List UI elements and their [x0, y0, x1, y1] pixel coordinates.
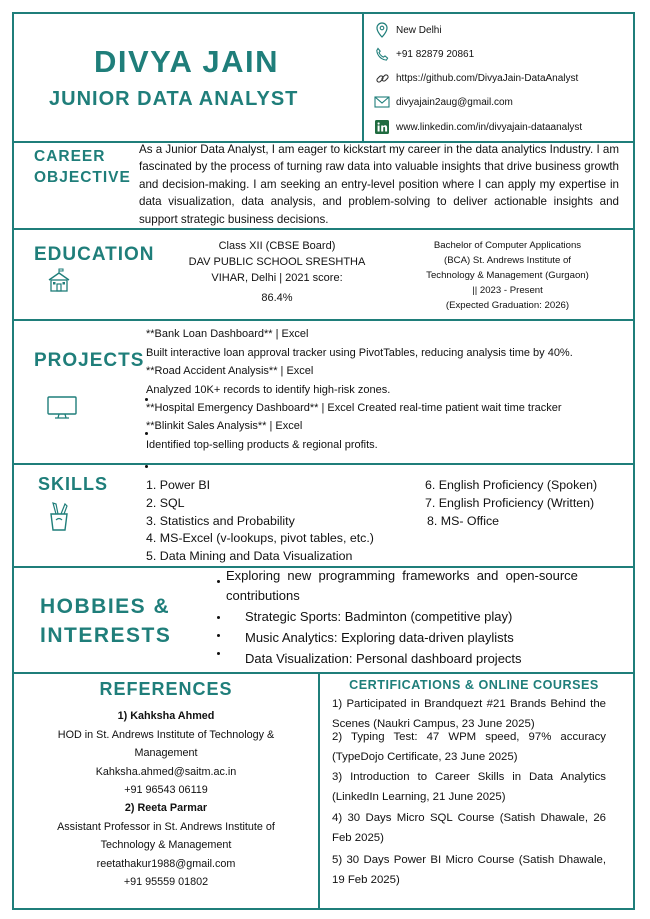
linkedin-link[interactable]: www.linkedin.com/in/divyajain-dataanalyst	[396, 121, 583, 133]
school-icon	[46, 268, 72, 299]
hobby-item: Music Analytics: Exploring data-driven playlists	[245, 630, 514, 645]
contact-location	[374, 22, 442, 38]
project-line: **Road Accident Analysis** | Excel	[146, 365, 314, 377]
divider-skills	[14, 463, 633, 465]
reference-1: 1) Kahksha Ahmed HOD in St. Andrews Institute of Technology & Management Kahksha.ahmed@saitm.ac.in +91 96543 06119	[16, 707, 316, 800]
references-divider	[318, 672, 320, 908]
hobby-item: Exploring new programming frameworks and open-source	[226, 568, 578, 583]
certification-item: 5) 30 Days Power BI Micro Course (Satish Dhawale, 19 Feb 2025)	[332, 854, 606, 886]
contact-github[interactable]	[374, 70, 578, 86]
contact-linkedin[interactable]	[374, 119, 582, 135]
hobby-item: Data Visualization: Personal dashboard projects	[245, 651, 522, 666]
references-heading: REFERENCES	[99, 679, 233, 699]
reference-name: 1) Kahksha Ahmed	[117, 710, 215, 722]
email-link[interactable]: divyajain2aug@gmail.com	[396, 96, 513, 108]
bullet	[217, 580, 220, 583]
candidate-title: JUNIOR DATA ANALYST	[49, 88, 299, 110]
skill-item: 7. English Proficiency (Written)	[425, 496, 595, 510]
skill-item: 2. SQL	[146, 496, 185, 510]
bullet	[145, 398, 148, 401]
hobby-item-continued: contributions	[226, 588, 300, 603]
project-line: Built interactive loan approval tracker using PivotTables, reducing analysis time by 40%.	[146, 347, 573, 359]
project-line: Identified top-selling products & regional profits.	[146, 439, 378, 451]
certification-item: 3) Introduction to Career Skills in Data Analytics (LinkedIn Learning, 21 June 2025)	[332, 771, 606, 803]
skill-item: 8. MS- Office	[427, 514, 500, 528]
education-college: Bachelor of Computer Applications (BCA) St. Andrews Institute of Technology & Management (Gurgaon) || 2023 - Present (Expected Graduation: 2026)	[426, 240, 589, 311]
header-divider	[362, 14, 364, 142]
contact-email[interactable]	[374, 94, 513, 110]
project-line: **Hospital Emergency Dashboard** | Excel Created real-time patient wait time tracker	[146, 402, 562, 414]
bullet	[217, 652, 220, 655]
skill-item: 5. Data Mining and Data Visualization	[146, 549, 353, 563]
bullet	[145, 432, 148, 435]
divider-references	[14, 672, 633, 674]
contact-phone[interactable]	[374, 46, 474, 62]
skill-item: 1. Power BI	[146, 478, 211, 492]
project-line: **Bank Loan Dashboard** | Excel	[146, 328, 309, 340]
hobbies-heading: HOBBIES & INTERESTS	[40, 595, 172, 647]
pencil-cup-icon	[47, 500, 71, 537]
career-heading: CAREER OBJECTIVE	[34, 148, 131, 186]
certification-item: 2) Typing Test: 47 WPM speed, 97% accuracy (TypeDojo Certificate, 23 June 2025)	[332, 731, 606, 763]
education-school: Class XII (CBSE Board) DAV PUBLIC SCHOOL SRESHTHA VIHAR, Delhi | 2021 score: 86.4%	[188, 240, 366, 304]
candidate-name: DIVYA JAIN	[94, 44, 279, 79]
skill-item: 6. English Proficiency (Spoken)	[425, 478, 598, 492]
location-text: New Delhi	[396, 24, 442, 36]
divider-projects	[14, 319, 633, 321]
education-heading: EDUCATION	[34, 244, 155, 265]
reference-email[interactable]: reetathakur1988@gmail.com	[96, 857, 236, 870]
certification-item: 1) Participated in Brandquezt #21 Brands Behind the Scenes (Naukri Campus, 23 June 2025)	[332, 698, 606, 730]
github-link[interactable]: https://github.com/DivyaJain-DataAnalyst	[396, 72, 579, 84]
link-icon	[374, 70, 390, 86]
project-line: **Blinkit Sales Analysis** | Excel	[146, 420, 303, 432]
reference-2: 2) Reeta Parmar Assistant Professor in St. Andrews Institute of Technology & Management reetathakur1988@gmail.com +91 95559 01802	[16, 799, 316, 892]
divider-education	[14, 228, 633, 230]
bullet	[217, 634, 220, 637]
phone-icon	[374, 46, 390, 62]
hobby-item: Strategic Sports: Badminton (competitive play)	[245, 609, 513, 624]
skill-item: 4. MS-Excel (v-lookups, pivot tables, etc.)	[146, 531, 374, 545]
skill-item: 3. Statistics and Probability	[146, 514, 295, 528]
phone-text: +91 82879 20861	[396, 48, 475, 60]
monitor-icon	[46, 395, 78, 426]
projects-heading: PROJECTS	[34, 350, 145, 371]
skills-heading: SKILLS	[38, 474, 109, 494]
reference-email[interactable]: Kahksha.ahmed@saitm.ac.in	[95, 765, 237, 778]
location-pin-icon	[374, 22, 390, 38]
reference-phone: +91 96543 06119	[124, 784, 208, 796]
email-icon	[374, 94, 390, 110]
reference-phone: +91 95559 01802	[123, 876, 209, 888]
bullet	[217, 616, 220, 619]
certification-item: 4) 30 Days Micro SQL Course (Satish Dhawale, 26 Feb 2025)	[332, 812, 606, 844]
reference-name: 2) Reeta Parmar	[124, 802, 208, 814]
career-objective-text: As a Junior Data Analyst, I am eager to kickstart my career in the data analytics Industry. I am fascinated by the process of turning raw data into valuable insights that drive business growth and decision-making. I am seeking an entry-level position where I can apply my expertise in data visualization, data analysis, and problem-solving to deliver actionable insights and support strategic business decisions.	[139, 143, 619, 226]
project-line: Analyzed 10K+ records to identify high-risk zones.	[146, 384, 391, 396]
certifications-heading: CERTIFICATIONS & ONLINE COURSES	[349, 678, 599, 692]
bullet	[145, 465, 148, 468]
linkedin-icon	[374, 119, 390, 135]
